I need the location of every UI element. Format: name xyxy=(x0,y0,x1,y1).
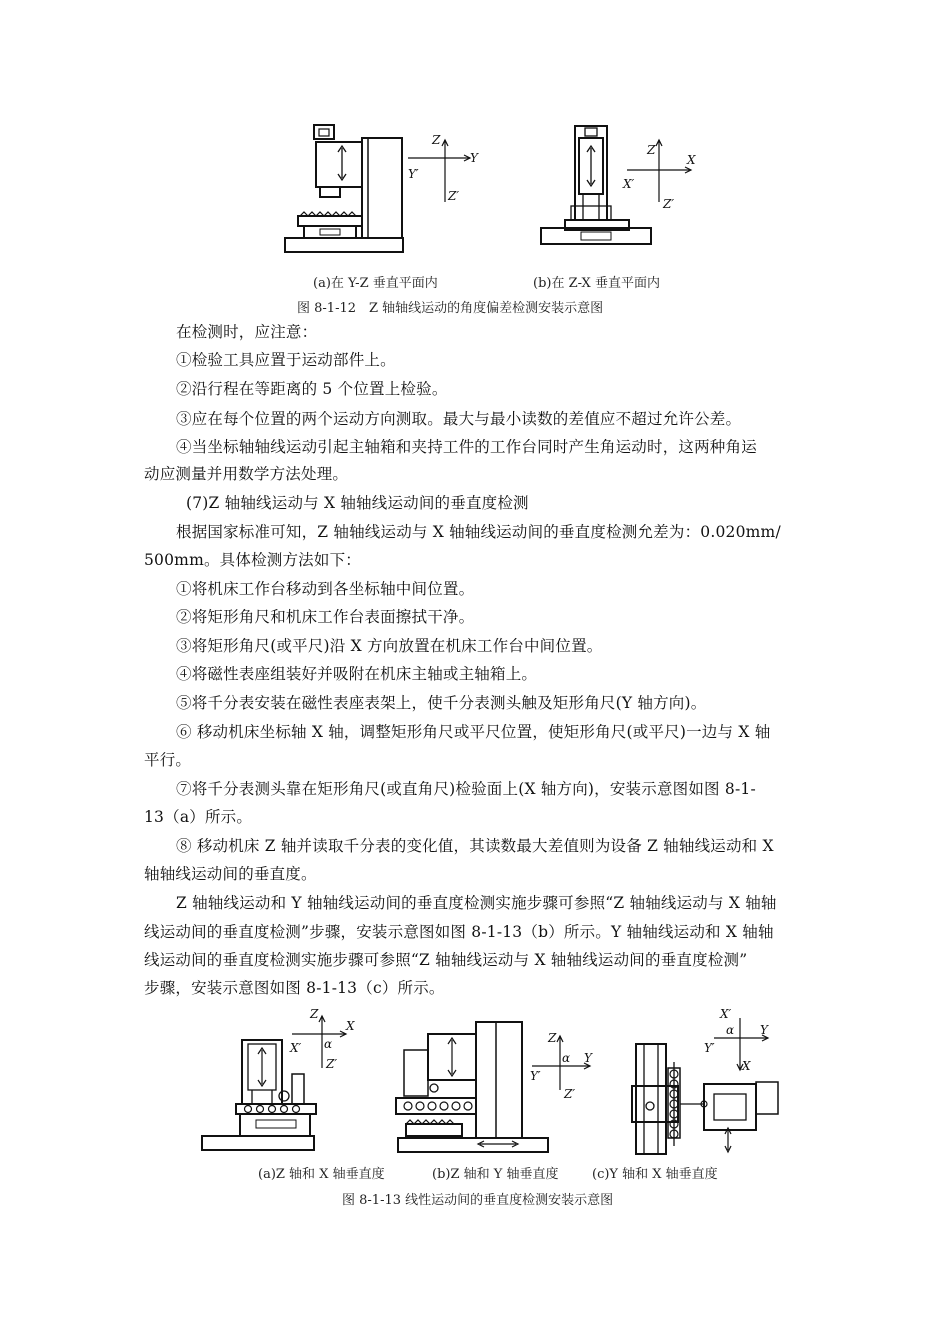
axis-label-x: X xyxy=(742,1059,751,1073)
figure-8-1-12-caption: 图 8-1-12 Z 轴轴线运动的角度偏差检测安装示意图 xyxy=(297,301,604,316)
axis-label-y-neg: Y′ xyxy=(530,1069,541,1083)
body-line: Z 轴轴线运动和 Y 轴轴线运动间的垂直度检测实施步骤可参照“Z 轴轴线运动与 X 轴轴 xyxy=(176,894,777,912)
section-heading: (7)Z 轴轴线运动与 X 轴轴线运动间的垂直度检测 xyxy=(186,494,529,512)
figure-8-1-12-b-drawing xyxy=(535,120,715,252)
body-line: ⑧ 移动机床 Z 轴并读取千分表的变化值，其读数最大差值则为设备 Z 轴轴线运动和 X xyxy=(176,837,774,855)
axis-label-z: Z xyxy=(310,1007,319,1021)
body-line: ⑥ 移动机床坐标轴 X 轴，调整矩形角尺或平尺位置，使矩形角尺(或平尺)一边与 X 轴 xyxy=(176,723,771,741)
figure-8-1-12-sub-b-caption: (b)在 Z-X 垂直平面内 xyxy=(533,276,660,291)
body-line: ③将矩形角尺(或平尺)沿 X 方向放置在机床工作台中间位置。 xyxy=(176,637,603,655)
body-line: ⑦将千分表测头靠在矩形角尺(或直角尺)检验面上(X 轴方向)，安装示意图如图 8-1- xyxy=(176,780,756,798)
body-line: ④当坐标轴轴线运动引起主轴箱和夹持工件的工作台同时产生角运动时，这两种角运 xyxy=(176,438,757,456)
figure-8-1-13-sub-c-caption: (c)Y 轴和 X 轴垂直度 xyxy=(592,1167,718,1182)
body-line: 根据国家标准可知，Z 轴轴线运动与 X 轴轴线运动间的垂直度检测允差为：0.020mm/ xyxy=(176,523,781,541)
body-line: ③应在每个位置的两个运动方向测取。最大与最小读数的差值应不超过允许公差。 xyxy=(176,410,742,428)
axis-label-y: Y xyxy=(470,151,478,165)
body-line: 500mm。具体检测方法如下： xyxy=(144,551,361,569)
axis-label-z-neg: Z′ xyxy=(326,1057,338,1071)
axis-label-alpha: α xyxy=(562,1051,571,1065)
axis-label-z-neg: Z′ xyxy=(448,189,460,203)
axis-label-x: X xyxy=(346,1019,355,1033)
axis-label-alpha: α xyxy=(726,1023,735,1037)
axis-label-x-neg: X′ xyxy=(290,1041,302,1055)
body-line: 动应测量并用数学方法处理。 xyxy=(144,465,349,483)
axis-label-x: X xyxy=(687,153,696,167)
axis-label-y: Y xyxy=(760,1023,768,1037)
body-line: 平行。 xyxy=(144,751,192,769)
body-line: ①检验工具应置于运动部件上。 xyxy=(176,351,396,369)
body-line: ②将矩形角尺和机床工作台表面擦拭干净。 xyxy=(176,608,475,626)
axis-label-z: Z xyxy=(548,1031,557,1045)
body-line: ④将磁性表座组装好并吸附在机床主轴或主轴箱上。 xyxy=(176,665,538,683)
body-line: ①将机床工作台移动到各坐标轴中间位置。 xyxy=(176,580,475,598)
body-line: ②沿行程在等距离的 5 个位置上检验。 xyxy=(176,380,448,398)
figure-8-1-12-a-drawing xyxy=(280,120,500,265)
axis-label-z: Z xyxy=(647,143,656,157)
axis-label-alpha: α xyxy=(324,1037,333,1051)
figure-8-1-13-caption: 图 8-1-13 线性运动间的垂直度检测安装示意图 xyxy=(342,1193,614,1208)
figure-8-1-13-c-drawing xyxy=(630,1004,790,1156)
axis-label-z-neg: Z′ xyxy=(663,197,675,211)
axis-label-y-neg: Y′ xyxy=(704,1041,715,1055)
figure-8-1-13-sub-b-caption: (b)Z 轴和 Y 轴垂直度 xyxy=(432,1167,559,1182)
axis-label-y-neg: Y′ xyxy=(408,167,419,181)
axis-label-z: Z xyxy=(432,133,441,147)
body-line: 线运动间的垂直度检测”步骤，安装示意图如图 8-1-13（b）所示。Y 轴轴线运动和 X 轴轴 xyxy=(144,923,774,941)
figure-8-1-13-b-drawing xyxy=(392,1016,607,1158)
axis-label-x-neg: X′ xyxy=(720,1007,732,1021)
body-line: 在检测时，应注意： xyxy=(176,323,318,341)
figure-8-1-12-sub-a-caption: (a)在 Y-Z 垂直平面内 xyxy=(313,276,438,291)
body-line: 步骤，安装示意图如图 8-1-13（c）所示。 xyxy=(144,979,445,997)
axis-label-x-neg: X′ xyxy=(623,177,635,191)
body-line: 轴轴线运动间的垂直度。 xyxy=(144,865,317,883)
axis-label-z-neg: Z′ xyxy=(564,1087,576,1101)
figure-8-1-13-sub-a-caption: (a)Z 轴和 X 轴垂直度 xyxy=(258,1167,385,1182)
body-line: ⑤将千分表安装在磁性表座表架上，使千分表测头触及矩形角尺(Y 轴方向)。 xyxy=(176,694,707,712)
figure-8-1-13-a-drawing xyxy=(198,1004,368,1156)
body-line: 线运动间的垂直度检测实施步骤可参照“Z 轴轴线运动与 X 轴轴线运动间的垂直度检测” xyxy=(144,951,748,969)
axis-label-y: Y xyxy=(584,1051,592,1065)
body-line: 13（a）所示。 xyxy=(144,808,253,826)
